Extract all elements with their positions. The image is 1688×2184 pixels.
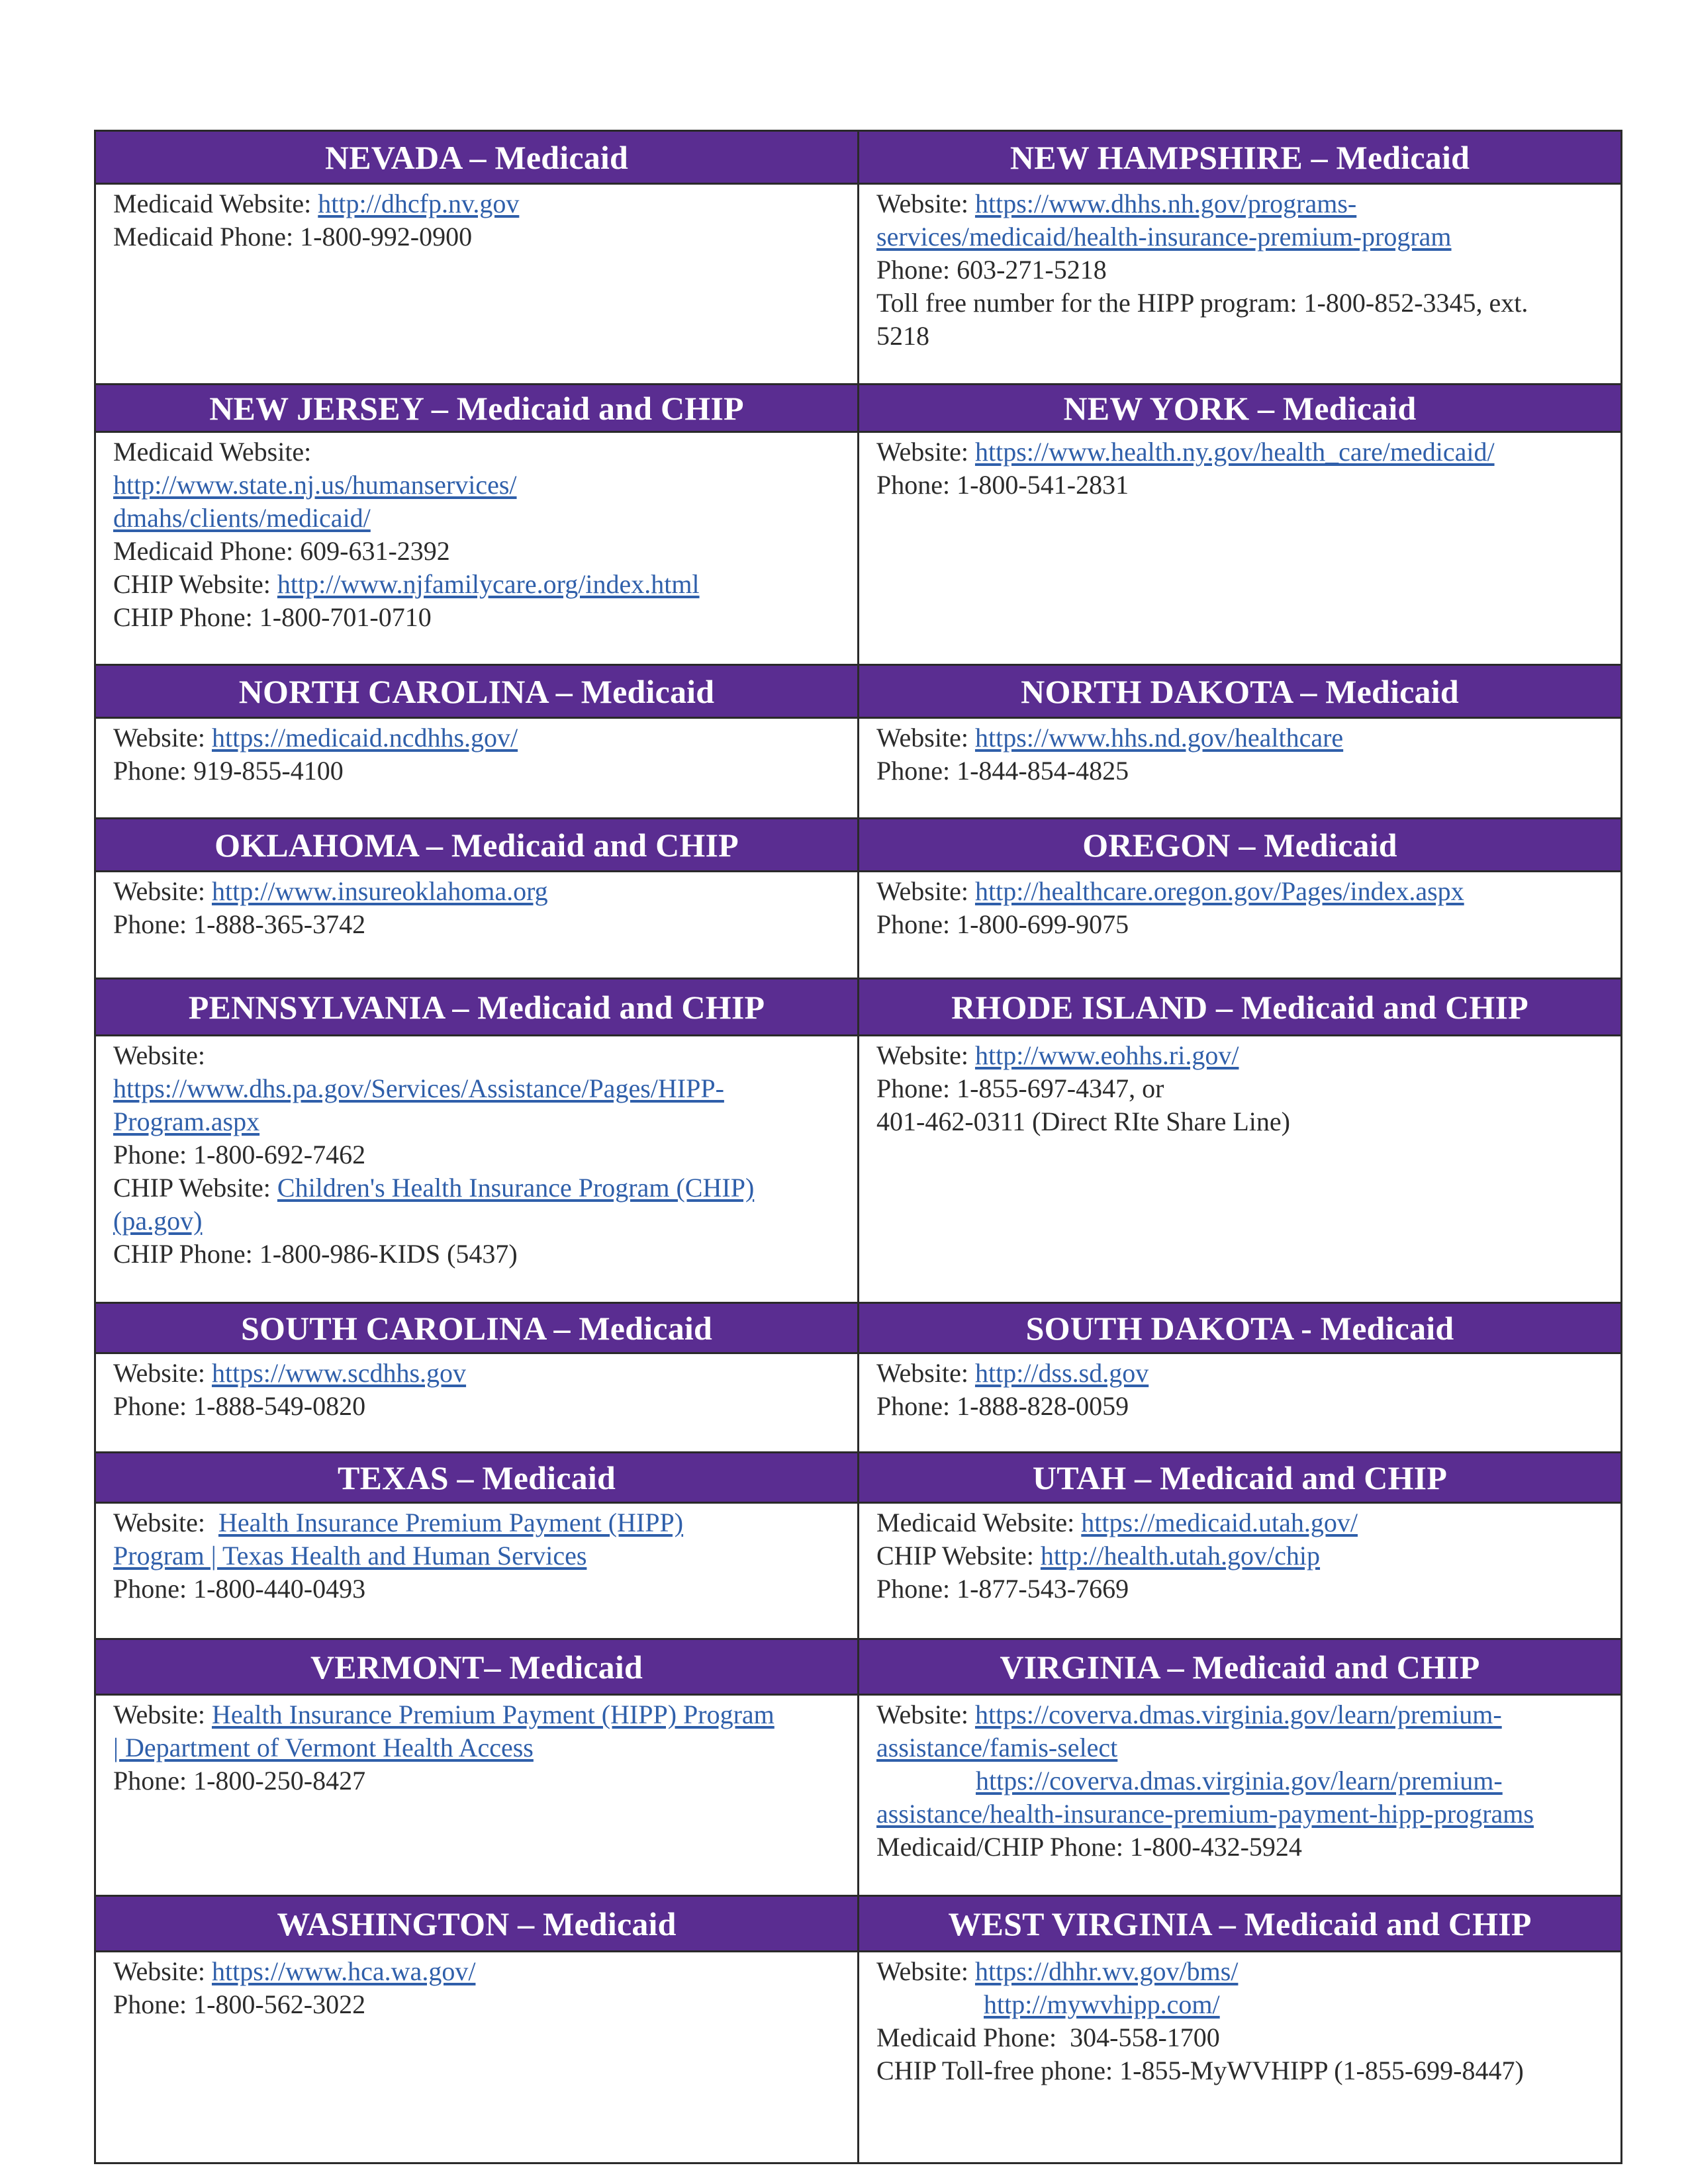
state-info-south-dakota <box>859 1353 1622 1453</box>
state-title: VERMONT– Medicaid <box>310 1648 643 1686</box>
state-header-row <box>95 979 1622 1036</box>
state-header-north-carolina <box>95 665 859 718</box>
info-line <box>876 1797 1603 1831</box>
state-info-vermont-medicaid <box>95 1695 859 1896</box>
info-line <box>876 253 1603 287</box>
state-body-row <box>95 184 1622 385</box>
state-title: SOUTH DAKOTA - Medicaid <box>1025 1309 1454 1347</box>
state-info-oregon <box>859 872 1622 979</box>
info-label: Website: <box>876 723 975 752</box>
info-line <box>113 1955 840 1988</box>
table-body <box>95 131 1622 2163</box>
info-label: CHIP Website: <box>113 1173 277 1203</box>
state-info-pennsylvania <box>95 1036 859 1303</box>
info-line <box>113 1138 840 1171</box>
website-link[interactable]: http://www.eohhs.ri.gov/ <box>974 1040 1239 1070</box>
info-line <box>113 1039 840 1072</box>
state-header-washington <box>95 1896 859 1952</box>
state-header-new-york <box>859 385 1622 432</box>
info-line <box>113 1731 840 1764</box>
state-header-oklahoma <box>95 819 859 872</box>
state-info-new-york <box>859 432 1622 665</box>
state-body-row <box>95 432 1622 665</box>
website-link[interactable]: http://www.njfamilycare.org/index.html <box>277 569 700 599</box>
info-line <box>876 1731 1603 1764</box>
info-label: Website: <box>876 1040 975 1070</box>
state-header-row <box>95 131 1622 184</box>
state-header-south-carolina <box>95 1303 859 1353</box>
info-line <box>113 1072 840 1105</box>
state-title: OREGON – Medicaid <box>1082 826 1397 864</box>
state-header-row <box>95 1453 1622 1503</box>
state-body-row <box>95 1503 1622 1639</box>
state-info-north-dakota <box>859 718 1622 819</box>
website-link[interactable]: http://mywvhipp.com/ <box>984 1989 1220 2019</box>
state-header-row <box>95 1639 1622 1695</box>
state-header-virginia <box>859 1639 1622 1695</box>
info-line <box>113 1572 840 1606</box>
website-link[interactable]: http://www.state.nj.us/humanservices/ <box>113 470 517 500</box>
state-info-nevada <box>95 184 859 385</box>
state-title: NEVADA – Medicaid <box>324 138 629 176</box>
state-header-rhode-island <box>859 979 1622 1036</box>
info-line <box>113 1171 840 1205</box>
state-info-rhode-island <box>859 1036 1622 1303</box>
info-label: 401-462-0311 (Direct RIte Share Line) <box>876 1107 1290 1136</box>
info-line <box>876 721 1603 754</box>
state-title: NEW HAMPSHIRE – Medicaid <box>1009 138 1470 176</box>
state-title: OKLAHOMA – Medicaid and CHIP <box>214 826 739 864</box>
info-label: Phone: 1-877-543-7669 <box>876 1574 1129 1604</box>
state-title: NEW YORK – Medicaid <box>1063 389 1417 427</box>
info-line <box>876 1539 1603 1572</box>
info-label: CHIP Phone: 1-800-701-0710 <box>113 602 432 632</box>
state-info-south-carolina <box>95 1353 859 1453</box>
state-info-new-hampshire <box>859 184 1622 385</box>
state-header-row <box>95 819 1622 872</box>
info-line <box>876 1831 1603 1864</box>
info-line <box>876 2054 1603 2087</box>
website-link[interactable]: https://coverva.dmas.virginia.gov/learn/premium- <box>974 1700 1502 1729</box>
info-line <box>113 535 840 568</box>
state-header-row <box>95 665 1622 718</box>
state-info-oklahoma <box>95 872 859 979</box>
info-line <box>876 1039 1603 1072</box>
state-info-washington <box>95 1952 859 2163</box>
website-link[interactable]: assistance/health-insurance-premium-payment-hipp-programs <box>876 1799 1534 1829</box>
info-line <box>876 435 1603 469</box>
info-line <box>113 875 840 908</box>
info-line <box>876 1955 1603 1988</box>
info-line <box>113 469 840 502</box>
website-link[interactable]: Health Insurance Premium Payment (HIPP) Program <box>211 1700 774 1729</box>
info-line <box>113 220 840 253</box>
state-title: VIRGINIA – Medicaid and CHIP <box>1000 1648 1480 1686</box>
website-link[interactable]: http://dhcfp.nv.gov <box>318 189 520 218</box>
state-title: NEW JERSEY – Medicaid and CHIP <box>209 389 744 427</box>
state-title: RHODE ISLAND – Medicaid and CHIP <box>951 988 1528 1026</box>
state-info-virginia <box>859 1695 1622 1896</box>
info-line <box>876 220 1603 253</box>
website-link[interactable]: http://healthcare.oregon.gov/Pages/index.aspx <box>974 876 1464 906</box>
info-line <box>113 754 840 788</box>
info-line <box>876 1988 1603 2021</box>
info-label: Website: <box>876 1700 975 1729</box>
info-line <box>876 1572 1603 1606</box>
website-link[interactable]: https://www.dhs.pa.gov/Services/Assistance/Pages/HIPP- <box>113 1073 724 1103</box>
info-label: Phone: 919-855-4100 <box>113 756 344 786</box>
state-header-south-dakota <box>859 1303 1622 1353</box>
state-info-west-virginia <box>859 1952 1622 2163</box>
info-line <box>113 1506 840 1539</box>
state-body-row <box>95 1952 1622 2163</box>
state-contacts-table <box>94 130 1622 2164</box>
info-label: 5218 <box>876 321 929 351</box>
info-line <box>876 1072 1603 1105</box>
info-line <box>876 908 1603 941</box>
info-line <box>113 908 840 941</box>
info-label: Medicaid Phone: 1-800-992-0900 <box>113 222 473 251</box>
website-link[interactable]: Children's Health Insurance Program (CHIP) <box>277 1173 755 1203</box>
info-line <box>113 187 840 220</box>
website-link[interactable]: https://coverva.dmas.virginia.gov/learn/premium- <box>976 1766 1503 1796</box>
info-line <box>113 435 840 469</box>
info-label: CHIP Toll-free phone: 1-855-MyWVHIPP (1-855-699-8447) <box>876 2056 1524 2085</box>
info-line <box>876 754 1603 788</box>
state-title: SOUTH CAROLINA – Medicaid <box>240 1309 712 1347</box>
info-line <box>113 1390 840 1423</box>
info-line <box>113 568 840 601</box>
state-title: WEST VIRGINIA – Medicaid and CHIP <box>948 1905 1532 1942</box>
state-header-west-virginia <box>859 1896 1622 1952</box>
info-line <box>876 287 1603 320</box>
info-line <box>113 1988 840 2021</box>
info-label: Website: <box>876 1358 975 1388</box>
info-line <box>876 320 1603 353</box>
info-line <box>113 601 840 634</box>
state-header-north-dakota <box>859 665 1622 718</box>
info-line <box>876 1764 1603 1797</box>
state-header-new-jersey <box>95 385 859 432</box>
state-title: WASHINGTON – Medicaid <box>277 1905 677 1942</box>
website-link[interactable]: (pa.gov) <box>113 1206 203 1236</box>
info-label: Website: <box>876 189 975 218</box>
info-label: Phone: 1-844-854-4825 <box>876 756 1129 786</box>
info-line <box>113 1698 840 1731</box>
state-header-row <box>95 1303 1622 1353</box>
state-title: TEXAS – Medicaid <box>338 1459 616 1496</box>
info-line <box>876 1506 1603 1539</box>
website-link[interactable]: https://www.scdhhs.gov <box>211 1358 467 1388</box>
info-label: Phone: 1-855-697-4347, or <box>876 1073 1164 1103</box>
info-label: Phone: 1-800-440-0493 <box>113 1574 366 1604</box>
state-header-row <box>95 1896 1622 1952</box>
state-body-row <box>95 718 1622 819</box>
info-line <box>876 187 1603 220</box>
website-link[interactable]: https://medicaid.utah.gov/ <box>1081 1508 1358 1537</box>
info-label: Toll free number for the HIPP program: 1-800-852-3345, ext. <box>876 288 1528 318</box>
state-header-oregon <box>859 819 1622 872</box>
state-info-utah <box>859 1503 1622 1639</box>
info-label: Medicaid/CHIP Phone: 1-800-432-5924 <box>876 1832 1302 1862</box>
info-label: Website: <box>113 1508 218 1537</box>
info-label: Website: <box>113 1956 212 1986</box>
info-line <box>113 1238 840 1271</box>
info-label: Website: <box>113 876 212 906</box>
info-line <box>113 1105 840 1138</box>
info-label: CHIP Website: <box>113 569 277 599</box>
website-link[interactable]: https://medicaid.ncdhhs.gov/ <box>211 723 518 752</box>
info-label: Medicaid Website: <box>876 1508 1082 1537</box>
state-info-new-jersey <box>95 432 859 665</box>
state-header-vermont-medicaid <box>95 1639 859 1695</box>
website-link[interactable]: http://health.utah.gov/chip <box>1040 1541 1321 1570</box>
website-link[interactable]: https://dhhr.wv.gov/bms/ <box>974 1956 1239 1986</box>
website-link[interactable]: assistance/famis-select <box>876 1733 1118 1762</box>
info-line <box>876 469 1603 502</box>
website-link[interactable]: http://dss.sd.gov <box>974 1358 1149 1388</box>
info-label: Phone: 603-271-5218 <box>876 255 1107 285</box>
info-line <box>876 1390 1603 1423</box>
info-line <box>113 502 840 535</box>
info-label: Phone: 1-800-699-9075 <box>876 909 1129 939</box>
info-label: Phone: 1-800-562-3022 <box>113 1989 366 2019</box>
info-label: Medicaid Website: <box>113 437 312 467</box>
info-label: Phone: 1-800-250-8427 <box>113 1766 366 1796</box>
state-body-row <box>95 872 1622 979</box>
state-header-utah <box>859 1453 1622 1503</box>
info-line <box>113 721 840 754</box>
website-link[interactable]: dmahs/clients/medicaid/ <box>113 503 371 533</box>
info-line <box>113 1357 840 1390</box>
info-label: CHIP Website: <box>876 1541 1041 1570</box>
website-link[interactable]: https://www.hca.wa.gov/ <box>211 1956 476 1986</box>
state-title: PENNSYLVANIA – Medicaid and CHIP <box>188 988 765 1026</box>
info-label: Website: <box>876 437 975 467</box>
info-line <box>876 875 1603 908</box>
info-line <box>876 1105 1603 1138</box>
info-label: Medicaid Phone: 609-631-2392 <box>113 536 450 566</box>
state-title: NORTH DAKOTA – Medicaid <box>1021 672 1459 710</box>
info-label: CHIP Phone: 1-800-986-KIDS (5437) <box>113 1239 518 1269</box>
info-line <box>113 1539 840 1572</box>
state-info-texas <box>95 1503 859 1639</box>
info-line <box>876 2021 1603 2054</box>
state-title: NORTH CAROLINA – Medicaid <box>238 672 715 710</box>
info-label: Medicaid Website: <box>113 189 318 218</box>
info-line <box>876 1698 1603 1731</box>
info-label: Website: <box>113 723 212 752</box>
state-header-texas <box>95 1453 859 1503</box>
website-link[interactable]: Program | Texas Health and Human Services <box>113 1541 587 1570</box>
info-label: Website: <box>113 1040 205 1070</box>
info-label: Website: <box>876 876 975 906</box>
website-link[interactable]: https://www.health.ny.gov/health_care/medicaid/ <box>974 437 1495 467</box>
info-label: Phone: 1-800-541-2831 <box>876 470 1129 500</box>
state-header-row <box>95 385 1622 432</box>
website-link[interactable]: Program.aspx <box>113 1107 260 1136</box>
website-link[interactable]: http://www.insureoklahoma.org <box>211 876 548 906</box>
website-link[interactable]: Health Insurance Premium Payment (HIPP) <box>218 1508 684 1537</box>
state-body-row <box>95 1353 1622 1453</box>
state-body-row <box>95 1036 1622 1303</box>
state-info-north-carolina <box>95 718 859 819</box>
state-header-nevada <box>95 131 859 184</box>
info-line <box>113 1205 840 1238</box>
state-body-row <box>95 1695 1622 1896</box>
website-link[interactable]: | Department of Vermont Health Access <box>113 1733 534 1762</box>
info-label: Phone: 1-888-549-0820 <box>113 1391 366 1421</box>
website-link[interactable]: https://www.hhs.nd.gov/healthcare <box>974 723 1344 752</box>
info-label: Medicaid Phone: 304-558-1700 <box>876 2023 1220 2052</box>
state-title: UTAH – Medicaid and CHIP <box>1032 1459 1448 1496</box>
info-label: Website: <box>113 1358 212 1388</box>
website-link[interactable]: https://www.dhhs.nh.gov/programs- <box>974 189 1357 218</box>
info-label: Phone: 1-800-692-7462 <box>113 1140 366 1169</box>
info-line <box>876 1357 1603 1390</box>
info-line <box>113 1764 840 1797</box>
website-link[interactable]: services/medicaid/health-insurance-premium-program <box>876 222 1452 251</box>
info-label: Website: <box>113 1700 212 1729</box>
info-label: Phone: 1-888-365-3742 <box>113 909 366 939</box>
state-header-pennsylvania <box>95 979 859 1036</box>
state-header-new-hampshire <box>859 131 1622 184</box>
info-label: Phone: 1-888-828-0059 <box>876 1391 1129 1421</box>
info-label: Website: <box>876 1956 975 1986</box>
